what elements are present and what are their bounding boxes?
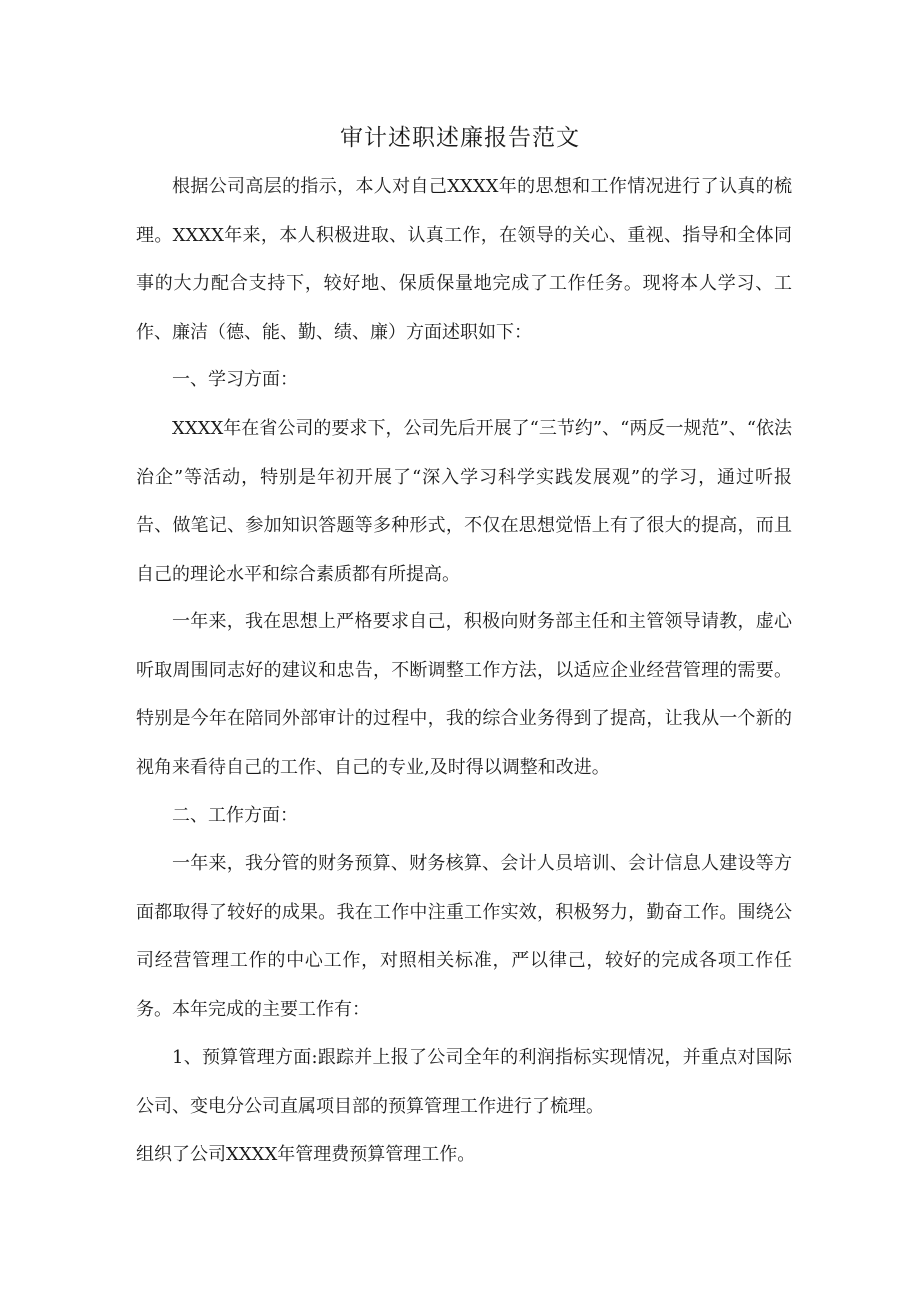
- document-title: 审计述职述廉报告范文: [340, 125, 580, 151]
- section-heading-work: 二、工作方面：: [172, 805, 298, 826]
- intro-paragraph: 根据公司高层的指示，本人对自己XXXX年的思想和工作情况进行了认真的梳理。XXXX年来，本人积极进取、认真工作，在领导的关心、重视、指导和全体同事的大力配合支持下，较好地、保质保量地完成了工作任务。现将本人学习、工作、廉洁（德、能、勤、绩、廉）方面述职如下：: [136, 176, 792, 343]
- budget-management-item: 1、预算管理方面:跟踪并上报了公司全年的利润指标实现情况，并重点对国际公司、变电分公司直属项目部的预算管理工作进行了梳理。: [136, 1047, 792, 1117]
- study-paragraph-1: XXXX年在省公司的要求下，公司先后开展了“三节约”、“两反一规范”、“依法治企”等活动，特别是年初开展了“深入学习科学实践发展观”的学习，通过听报告、做笔记、参加知识答题等多种形式，不仅在思想觉悟上有了很大的提高，而且自己的理论水平和综合素质都有所提高。: [136, 418, 792, 585]
- work-paragraph-1: 一年来，我分管的财务预算、财务核算、会计人员培训、会计信息人建设等方面都取得了较好的成果。我在工作中注重工作实效，积极努力，勤奋工作。围绕公司经营管理工作的中心工作，对照相关标准，严以律己，较好的完成各项工作任务。本年完成的主要工作有：: [136, 853, 792, 1020]
- budget-organization-line: 组织了公司XXXX年管理费预算管理工作。: [136, 1144, 476, 1165]
- section-heading-study: 一、学习方面：: [172, 369, 298, 390]
- study-paragraph-2: 一年来，我在思想上严格要求自己，积极向财务部主任和主管领导请教，虚心听取周围同志好的建议和忠告，不断调整工作方法，以适应企业经营管理的需要。特别是今年在陪同外部审计的过程中，我的综合业务得到了提高，让我从一个新的视角来看待自己的工作、自己的专业,及时得以调整和改进。: [136, 611, 792, 778]
